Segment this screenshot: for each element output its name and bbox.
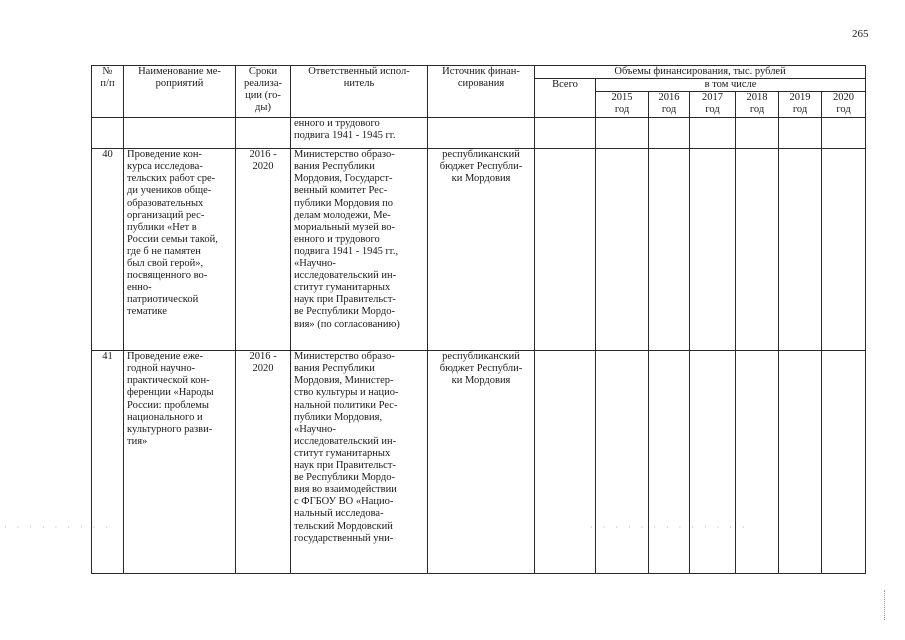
row-2015 bbox=[596, 118, 649, 149]
row-total bbox=[535, 351, 596, 574]
header-source: Источник финан- сирования bbox=[428, 66, 535, 118]
row-2015 bbox=[596, 149, 649, 351]
row-2020 bbox=[822, 118, 866, 149]
row-2019 bbox=[779, 149, 822, 351]
header-including: в том числе bbox=[596, 79, 866, 92]
row-executor: Министерство образо- вания Республики Мордовия, Государст- венный комитет Рес- публики Мордовия по делам молодежи, Ме- мориальный музей во- енного и трудового подвига 1941 - 1945 гг., «Научно- исследовательский ин- ститут гуманитарных наук при Правительст- ве Республики Мордо- вия» (по согласованию) bbox=[291, 149, 428, 351]
table-row bbox=[92, 351, 866, 574]
row-2017 bbox=[690, 149, 736, 351]
row-2016 bbox=[649, 351, 690, 574]
row-name: Проведение еже- годной научно- практической кон- ференции «Народы России: проблемы национального и культурного разви- тия» bbox=[124, 351, 236, 574]
row-name bbox=[124, 118, 236, 149]
header-funding: Объемы финансирования, тыс. рублей bbox=[535, 66, 866, 79]
row-num bbox=[92, 118, 124, 149]
row-source bbox=[428, 118, 535, 149]
row-2016 bbox=[649, 149, 690, 351]
row-term bbox=[236, 118, 291, 149]
row-2018 bbox=[736, 351, 779, 574]
header-year-2019: 2019 год bbox=[779, 92, 822, 118]
scan-noise-left: · · · · · · · · · bbox=[4, 523, 112, 532]
row-2019 bbox=[779, 351, 822, 574]
row-2016 bbox=[649, 118, 690, 149]
table-row bbox=[92, 118, 866, 149]
header-year-2017: 2017 год bbox=[690, 92, 736, 118]
row-2015 bbox=[596, 351, 649, 574]
row-executor: Министерство образо- вания Республики Мордовия, Министер- ство культуры и нацио- нальной политики Рес- публики Мордовия, «Научно- исследовательский ин- ститут гуманитарных наук при Правительст- ве Республики Мордо- вия во взаимодействии с ФГБОУ ВО «Нацио- нальный исследова- тельский Мордовский государственный уни- bbox=[291, 351, 428, 574]
row-term: 2016 - 2020 bbox=[236, 351, 291, 574]
row-total bbox=[535, 149, 596, 351]
row-total bbox=[535, 118, 596, 149]
row-2020 bbox=[822, 351, 866, 574]
table-row bbox=[92, 149, 866, 351]
row-2019 bbox=[779, 118, 822, 149]
row-name: Проведение кон- курса исследова- тельских работ сре- ди учеников обще- образовательных организаций рес- публики «Нет в России семьи такой, где б не памятен был свой герой», посвященного во- енно- патриотической тематике bbox=[124, 149, 236, 351]
row-term: 2016 - 2020 bbox=[236, 149, 291, 351]
header-year-2015: 2015 год bbox=[596, 92, 649, 118]
header-num: № п/п bbox=[92, 66, 124, 118]
header-year-2020: 2020 год bbox=[822, 92, 866, 118]
scan-noise-right: · · · · · · · · · · · · · bbox=[590, 523, 749, 532]
row-2020 bbox=[822, 149, 866, 351]
row-num: 40 bbox=[92, 149, 124, 351]
row-2018 bbox=[736, 149, 779, 351]
funding-table bbox=[91, 65, 866, 574]
row-source: республиканский бюджет Республи- ки Мордовия bbox=[428, 351, 535, 574]
row-2017 bbox=[690, 118, 736, 149]
row-num: 41 bbox=[92, 351, 124, 574]
row-source: республиканский бюджет Республи- ки Мордовия bbox=[428, 149, 535, 351]
scan-noise-vertical bbox=[884, 590, 888, 620]
row-2018 bbox=[736, 118, 779, 149]
row-2017 bbox=[690, 351, 736, 574]
header-executor: Ответственный испол- нитель bbox=[291, 66, 428, 118]
header-name: Наименование ме- роприятий bbox=[124, 66, 236, 118]
header-term: Сроки реализа- ции (го- ды) bbox=[236, 66, 291, 118]
header-year-2018: 2018 год bbox=[736, 92, 779, 118]
header-total: Всего bbox=[535, 79, 596, 118]
header-year-2016: 2016 год bbox=[649, 92, 690, 118]
page-number: 265 bbox=[852, 28, 869, 40]
row-executor: енного и трудового подвига 1941 - 1945 гг. bbox=[291, 118, 428, 149]
